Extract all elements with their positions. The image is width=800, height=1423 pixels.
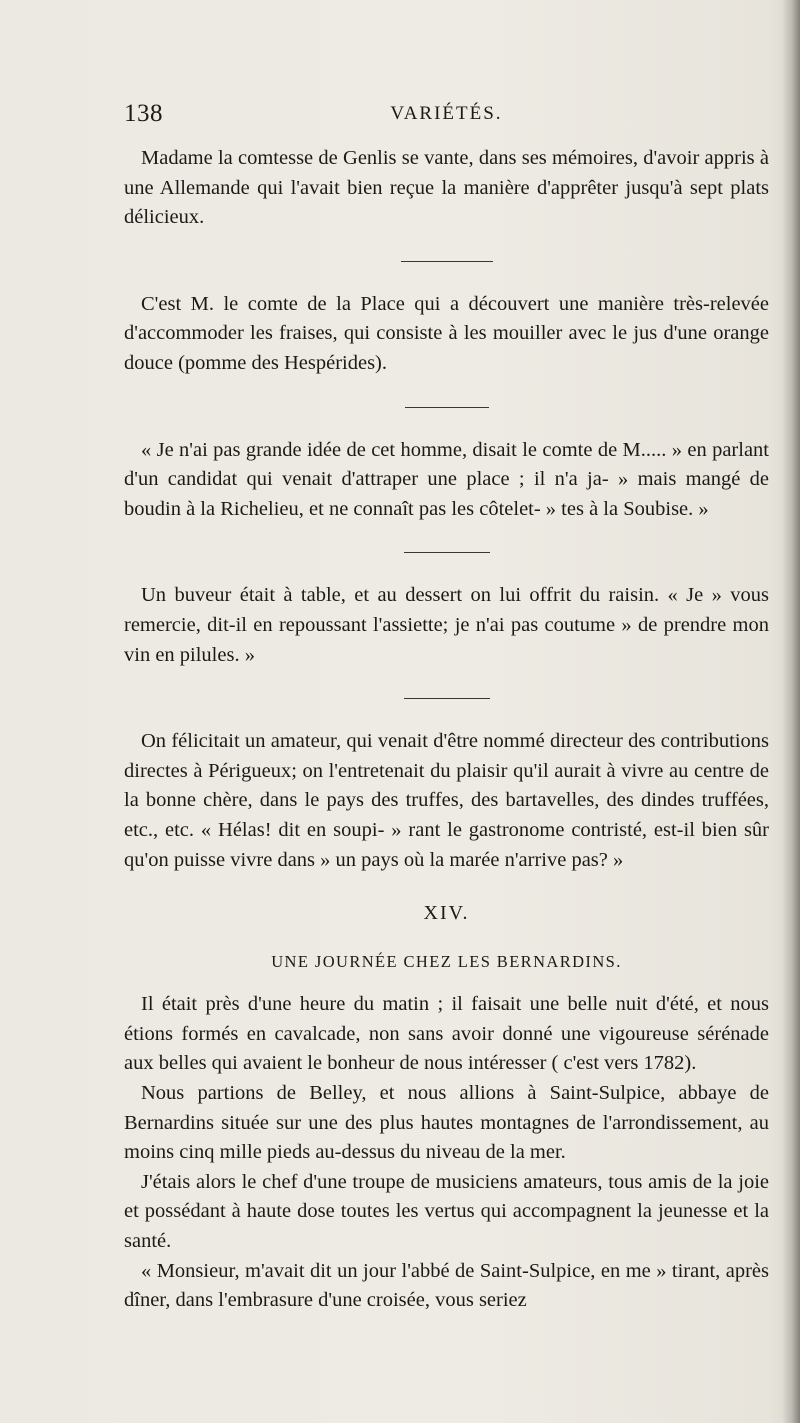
anecdote-genlis: Madame la comtesse de Genlis se vante, dans ses mémoires, d'avoir appris à une Allemande qui l'avait bien reçue la manière d'apprêter jusqu'à sept plats délicieux.	[124, 147, 769, 229]
section-title: UNE JOURNÉE CHEZ LES BERNARDINS.	[271, 951, 622, 971]
page-body	[124, 144, 769, 1316]
separator-rule	[404, 698, 490, 699]
separator-rule	[401, 261, 493, 262]
section-paragraph: Il était près d'une heure du matin ; il faisait une belle nuit d'été, et nous étions formés en cavalcade, non sans avoir donné une vigoureuse sérénade aux belles qui avaient le bonheur de nous intéresser ( c'est vers 1782).	[124, 993, 769, 1075]
separator-rule	[404, 552, 490, 553]
anecdote-fraises: C'est M. le comte de la Place qui a découvert une manière très-relevée d'accommoder les fraises, qui consiste à les mouiller avec le jus d'une orange douce (pomme des Hespérides).	[124, 292, 769, 374]
separator-rule	[405, 407, 489, 408]
section-paragraph: Nous partions de Belley, et nous allions à Saint-Sulpice, abbaye de Bernardins située sur une des plus hautes montagnes de l'arrondissement, au moins cinq mille pieds au-dessus du niveau de la mer.	[124, 1082, 769, 1164]
anecdote-perigueux: On félicitait un amateur, qui venait d'être nommé directeur des contributions directes à Périgueux; on l'entretenait du plaisir qu'il aurait à vivre au centre de la bonne chère, dans le pays des truffes, des bartavelles, des dindes truffées, etc., etc. « Hélas! dit en soupi- » rant le gastronome contristé, est-il bien sûr qu'on puisse vivre dans » un pays où la marée n'arrive pas? »	[124, 730, 769, 871]
page-edge-shadow	[782, 0, 800, 1423]
section-paragraph: J'étais alors le chef d'une troupe de musiciens amateurs, tous amis de la joie et possédant à haute dose toutes les vertus qui accompagnent la jeunesse et la santé.	[124, 1170, 769, 1253]
anecdote-candidat: « Je n'ai pas grande idée de cet homme, disait le comte de M..... » en parlant d'un candidat qui venait d'attraper une place ; il n'a ja- » mais mangé de boudin à la Richelieu, et ne connaît pas les côtelet- » tes à la Soubise. »	[124, 438, 769, 520]
anecdote-buveur: Un buveur était à table, et au dessert on lui offrit du raisin. « Je » vous remercie, dit-il en repoussant l'assiette; je n'ai pas coutume » de prendre mon vin en pilules. »	[124, 584, 769, 666]
page-header	[124, 100, 769, 136]
page-number: 138	[124, 100, 163, 127]
running-head: VARIÉTÉS.	[390, 103, 503, 124]
section-paragraph: « Monsieur, m'avait dit un jour l'abbé de Saint-Sulpice, en me » tirant, après dîner, dans l'embrasure d'une croisée, vous seriez	[124, 1259, 769, 1312]
section-number: XIV.	[423, 902, 470, 925]
